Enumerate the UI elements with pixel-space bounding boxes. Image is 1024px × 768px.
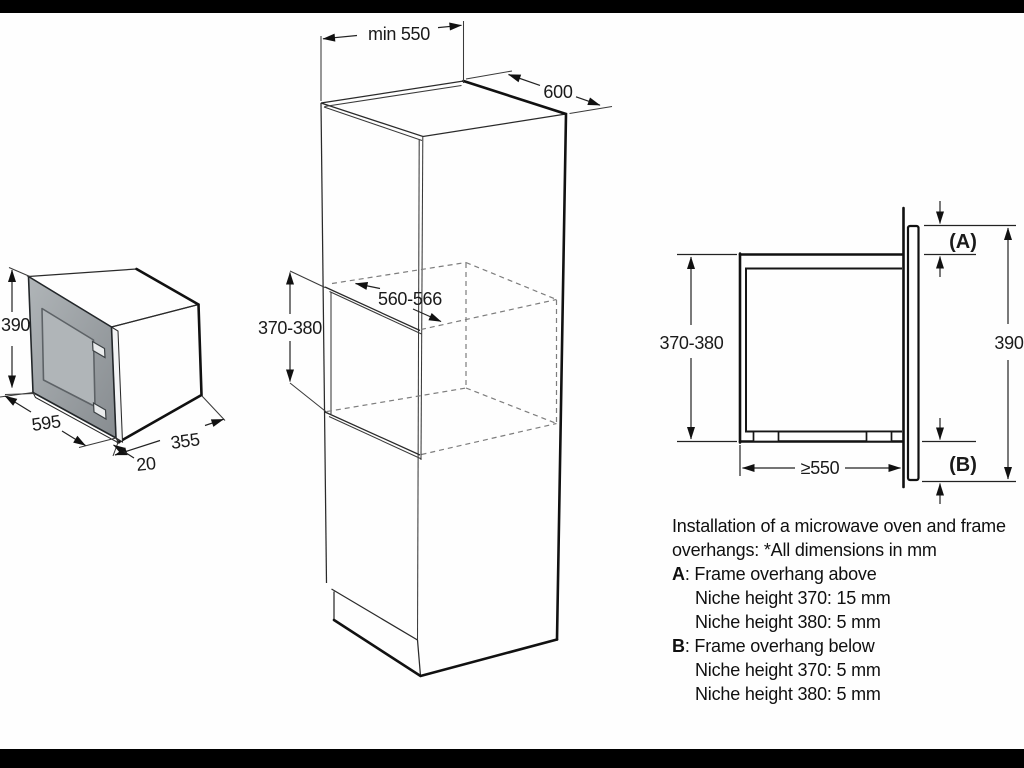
dim-niche-depth bbox=[740, 445, 901, 478]
cross-section-figure bbox=[660, 201, 1024, 504]
microwave-figure bbox=[0, 268, 225, 475]
notes-item-b bbox=[672, 634, 1024, 658]
section-microwave-body bbox=[746, 269, 902, 442]
section-frame-panel bbox=[908, 226, 919, 480]
notes-title-line1: Installation of a microwave oven and frame bbox=[672, 516, 1006, 536]
foot-left bbox=[754, 432, 779, 442]
dim-niche-width bbox=[356, 284, 443, 322]
foot-right bbox=[867, 432, 892, 442]
label-A: (A) bbox=[949, 231, 977, 253]
dim-frame-height bbox=[994, 228, 1023, 479]
label-560-566: 560-566 bbox=[378, 289, 442, 309]
dim-door-overhang bbox=[114, 445, 158, 475]
installation-notes bbox=[672, 514, 1024, 706]
dim-microwave-depth bbox=[113, 396, 225, 456]
label-550: ≥550 bbox=[800, 458, 840, 478]
label-595: 595 bbox=[30, 411, 62, 435]
dim-section-niche-height bbox=[660, 255, 737, 442]
cabinet-figure bbox=[258, 21, 612, 676]
dim-overhang-above bbox=[924, 201, 1016, 277]
cabinet-outline bbox=[321, 81, 566, 641]
label-B: (B) bbox=[949, 454, 977, 476]
item-b-label: : Frame overhang below bbox=[684, 636, 875, 656]
label-370-380-cabinet: 370-380 bbox=[258, 318, 322, 338]
dim-niche-height bbox=[258, 271, 327, 413]
dim-overhang-below bbox=[922, 418, 1016, 504]
item-a-prefix: A bbox=[672, 564, 685, 584]
item-a-row2: Niche height 380: 5 mm bbox=[695, 612, 881, 632]
item-b-row1: Niche height 370: 5 mm bbox=[695, 660, 881, 680]
label-370-380-section: 370-380 bbox=[659, 333, 724, 353]
label-600: 600 bbox=[543, 82, 573, 102]
label-390-right: 390 bbox=[994, 333, 1024, 353]
item-a-row1: Niche height 370: 15 mm bbox=[695, 588, 891, 608]
notes-item-a bbox=[672, 562, 1024, 586]
dim-cabinet-depth bbox=[466, 71, 612, 114]
label-20: 20 bbox=[135, 453, 157, 475]
label-min-550: min 550 bbox=[368, 24, 430, 44]
cabinet-plinth bbox=[332, 589, 558, 676]
label-390-left: 390 bbox=[1, 315, 31, 335]
section-cabinet bbox=[740, 208, 904, 487]
cabinet-niche-opening bbox=[325, 287, 422, 459]
item-b-row2: Niche height 380: 5 mm bbox=[695, 684, 881, 704]
notes-title-line2: overhangs: *All dimensions in mm bbox=[672, 540, 937, 560]
label-355: 355 bbox=[169, 429, 201, 453]
item-b-prefix: B bbox=[672, 636, 685, 656]
item-a-label: : Frame overhang above bbox=[684, 564, 877, 584]
